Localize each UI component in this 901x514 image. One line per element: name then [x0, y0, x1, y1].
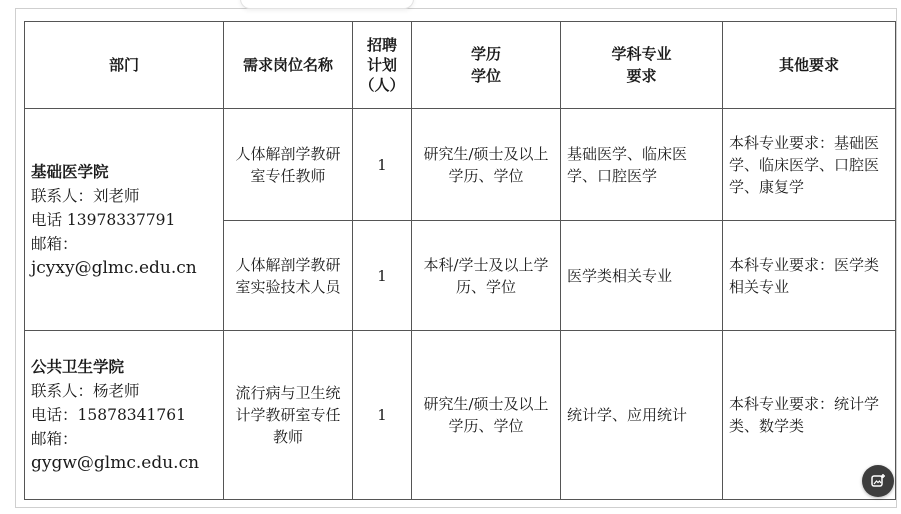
education-cell: 研究生/硕士及以上学历、学位	[412, 331, 561, 500]
table-header-row	[25, 22, 896, 109]
other-cell: 本科专业要求：医学类相关专业	[723, 221, 896, 331]
dept-email: jcyxy@glmc.edu.cn	[31, 257, 197, 278]
dept-cell-basic-medicine	[25, 109, 224, 331]
image-edit-button[interactable]	[862, 465, 894, 497]
dept-contact: 联系人：刘老师	[31, 186, 140, 205]
header-major: 学科专业 要求	[561, 22, 723, 109]
header-count: 招聘 计划 （人）	[353, 22, 412, 109]
dept-contact: 联系人：杨老师	[31, 382, 140, 400]
dept-phone: 电话 13978337791	[31, 210, 176, 229]
count-cell: 1	[353, 221, 412, 331]
dept-phone: 电话：15878341761	[31, 406, 186, 424]
dept-name: 公共卫生学院	[31, 357, 125, 376]
dept-email: gygw@glmc.edu.cn	[31, 453, 200, 473]
education-cell: 研究生/硕士及以上学历、学位	[412, 109, 561, 221]
position-cell: 流行病与卫生统计学教研室专任教师	[224, 331, 353, 500]
dept-email-label: 邮箱：	[31, 430, 78, 448]
dept-name: 基础医学院	[31, 161, 109, 181]
position-cell: 人体解剖学教研室实验技术人员	[224, 221, 353, 331]
table-row	[25, 109, 896, 221]
recruitment-table	[24, 21, 896, 500]
other-cell: 本科专业要求：统计学类、数学类	[723, 331, 896, 500]
header-position: 需求岗位名称	[224, 22, 353, 109]
header-other: 其他要求	[723, 22, 896, 109]
table-row	[25, 331, 896, 500]
position-cell: 人体解剖学教研室专任教师	[224, 109, 353, 221]
major-cell: 基础医学、临床医学、口腔医学	[561, 109, 723, 221]
dept-email-label: 邮箱：	[31, 234, 78, 253]
count-cell: 1	[353, 109, 412, 221]
header-dept: 部门	[25, 22, 224, 109]
header-education: 学历 学位	[412, 22, 561, 109]
major-cell: 医学类相关专业	[561, 221, 723, 331]
education-cell: 本科/学士及以上学历、学位	[412, 221, 561, 331]
other-cell: 本科专业要求：基础医学、临床医学、口腔医学、康复学	[723, 109, 896, 221]
image-edit-icon	[870, 473, 886, 489]
major-cell: 统计学、应用统计	[561, 331, 723, 500]
dept-cell-public-health	[25, 331, 224, 500]
top-toolbar-handle[interactable]	[240, 0, 414, 9]
count-cell: 1	[353, 331, 412, 500]
